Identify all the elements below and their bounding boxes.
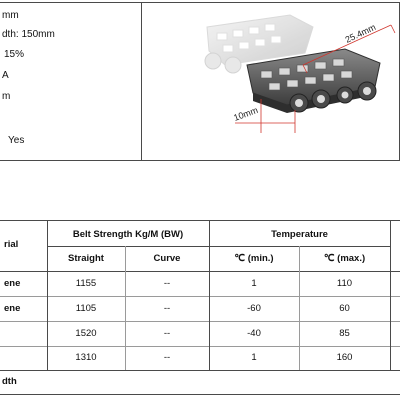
footer-label: dth [2, 376, 17, 387]
max-temp-subheader: ℃ (max.) [323, 253, 366, 264]
row-2-straight: 1105 [75, 303, 97, 314]
row-2-min: -60 [247, 303, 261, 314]
dim-pitch-label: 25.4mm [343, 22, 378, 45]
row-2-curve: -- [163, 303, 171, 314]
row-4-min: 1 [251, 352, 257, 363]
belt-module-drawing [195, 5, 400, 155]
row-3-max: 85 [339, 328, 350, 339]
row-1-min: 1 [251, 278, 257, 289]
straight-subheader: Straight [68, 253, 104, 264]
spec-line-1: mm [2, 10, 19, 21]
row-1-curve: -- [163, 278, 171, 289]
belt-module-figure [195, 5, 400, 155]
spec-line-5: m [2, 91, 11, 102]
row-1-max: 110 [336, 278, 353, 289]
row-3-min: -40 [247, 328, 261, 339]
spec-line-4: A [2, 70, 9, 81]
min-temp-subheader: ℃ (min.) [234, 253, 274, 264]
row-3-straight: 1520 [75, 328, 97, 339]
spec-line-6: Yes [8, 135, 25, 146]
spec-line-3: 15% [4, 49, 25, 60]
row-4-max: 160 [336, 352, 353, 363]
spec-line-width: dth: 150mm [2, 29, 55, 40]
belt-strength-header: Belt Strength Kg/M (BW) [72, 229, 184, 240]
row-2-material: ene [4, 303, 21, 314]
row-1-material: ene [4, 278, 21, 289]
row-1-straight: 1155 [75, 278, 97, 289]
dim-height-label: 10mm [232, 104, 260, 123]
row-4-straight: 1310 [75, 352, 97, 363]
curve-subheader: Curve [153, 253, 181, 264]
material-column-header: rial [4, 239, 19, 250]
temperature-header: Temperature [271, 229, 328, 240]
row-3-curve: -- [163, 328, 171, 339]
row-2-max: 60 [339, 303, 350, 314]
row-4-curve: -- [163, 352, 171, 363]
